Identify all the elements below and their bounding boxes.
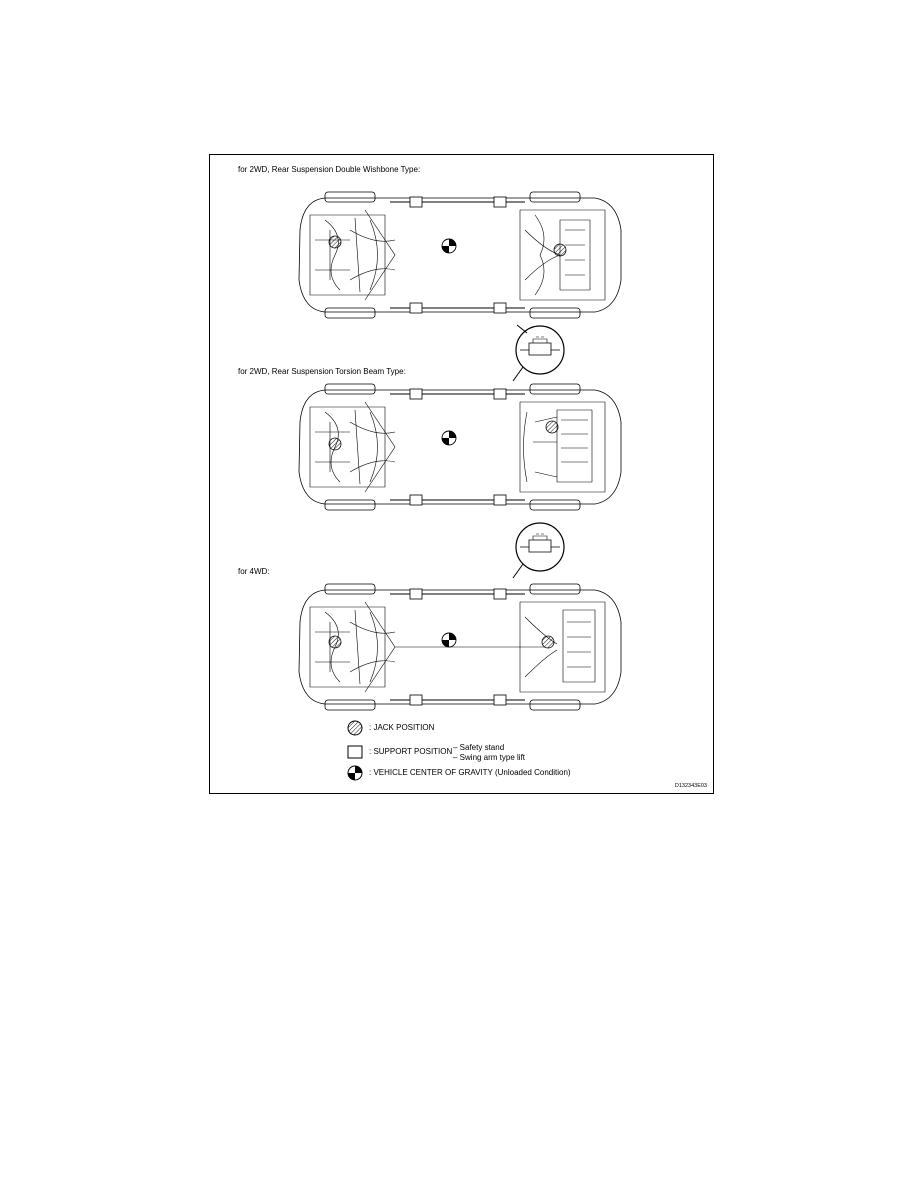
support-detail-callout-2 (505, 512, 575, 582)
jack-position-rear (554, 244, 566, 256)
legend-jack-label: : JACK POSITION (369, 723, 435, 732)
legend-support-swing-arm: – Swing arm type lift (453, 753, 526, 762)
section-label-2wd-double-wishbone: for 2WD, Rear Suspension Double Wishbone Type: (238, 165, 421, 174)
support-position-front-right (410, 303, 422, 313)
vehicle-underbody-2wd-torsion-beam (295, 382, 625, 512)
front-subframe-detail (350, 210, 395, 300)
jack-position-icon (347, 720, 363, 736)
center-of-gravity-icon (347, 765, 363, 781)
support-position-front-left (410, 197, 422, 207)
vehicle-underbody-4wd (295, 582, 625, 712)
rear-left-wheel (530, 192, 580, 202)
vehicle-underbody-2wd-double-wishbone (295, 190, 625, 320)
center-of-gravity-marker (442, 239, 456, 253)
support-position-rear-right (494, 303, 506, 313)
legend-support-safety-stand: – Safety stand (453, 743, 505, 752)
section-label-2wd-torsion-beam: for 2WD, Rear Suspension Torsion Beam Type: (238, 367, 406, 376)
jack-position-front (329, 236, 341, 248)
support-position-icon (347, 744, 363, 760)
drawing-id: D132343E03 (674, 783, 707, 789)
jacking-points-figure (209, 154, 714, 794)
support-position-rear-left (494, 197, 506, 207)
front-engine-detail (310, 215, 385, 295)
front-left-wheel (325, 192, 375, 202)
legend-cog-label: : VEHICLE CENTER OF GRAVITY (Unloaded Condition) (369, 768, 571, 777)
front-right-wheel (325, 308, 375, 318)
section-label-4wd: for 4WD: (238, 567, 270, 576)
support-detail-callout-1 (505, 315, 575, 385)
legend-support-label: : SUPPORT POSITION (369, 747, 453, 756)
